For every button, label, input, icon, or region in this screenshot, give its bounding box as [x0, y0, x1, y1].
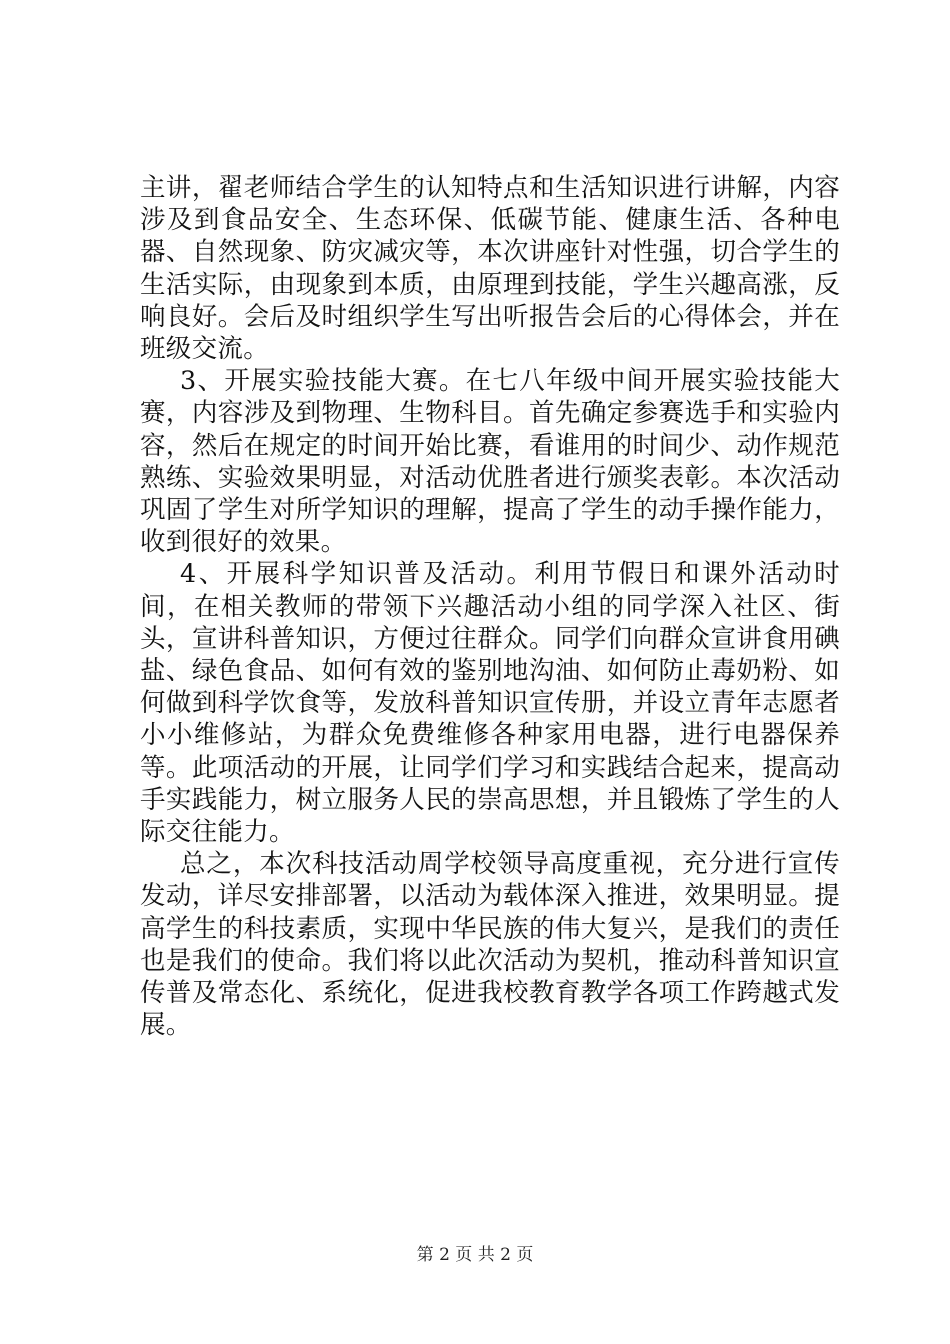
paragraph-science-popularization: 4、开展科学知识普及活动。利用节假日和课外活动时间，在相关教师的带领下兴趣活动小组的同学深入社区、街头，宣讲科普知识，方便过往群众。同学们向群众宣讲食用碘盐、绿色食品、如何有效的鉴别地沟油、如何防止毒奶粉、如何做到科学饮食等，发放科普知识宣传册，并设立青年志愿者小小维修站，为群众免费维修各种家用电器，进行电器保养等。此项活动的开展，让同学们学习和实践结合起来，提高动手实践能力，树立服务人民的崇高思想，并且锻炼了学生的人际交往能力。	[140, 559, 840, 848]
document-body	[140, 172, 840, 1041]
page-footer: 第 2 页 共 2 页	[416, 1245, 534, 1265]
paragraph-summary: 总之，本次科技活动周学校领导高度重视，充分进行宣传发动，详尽安排部署，以活动为载体深入推进，效果明显。提高学生的科技素质，实现中华民族的伟大复兴，是我们的责任也是我们的使命。我们将以此次活动为契机，推动科普知识宣传普及常态化、系统化，促进我校教育教学各项工作跨越式发展。	[140, 849, 840, 1041]
paragraph-lecture-continued: 主讲，翟老师结合学生的认知特点和生活知识进行讲解，内容涉及到食品安全、生态环保、低碳节能、健康生活、各种电器、自然现象、防灾减灾等，本次讲座针对性强，切合学生的生活实际，由现象到本质，由原理到技能，学生兴趣高涨，反响良好。会后及时组织学生写出听报告会后的心得体会，并在班级交流。	[140, 173, 840, 365]
paragraph-experiment-contest: 3、开展实验技能大赛。在七八年级中间开展实验技能大赛，内容涉及到物理、生物科目。首先确定参赛选手和实验内容，然后在规定的时间开始比赛，看谁用的时间少、动作规范熟练、实验效果明显，对活动优胜者进行颁奖表彰。本次活动巩固了学生对所学知识的理解，提高了学生的动手操作能力，收到很好的效果。	[140, 366, 840, 558]
